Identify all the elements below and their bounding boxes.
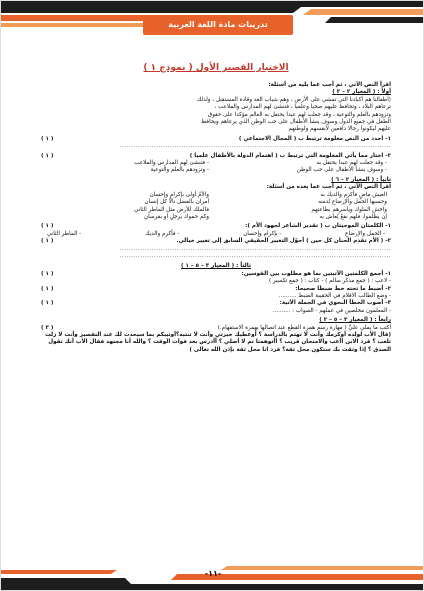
option[interactable]: - وقد جعلت لهم عيدا يحتفل به xyxy=(316,160,387,167)
option[interactable]: - فتنشئ لهم المدارس والملاعب xyxy=(134,160,209,167)
question-6 xyxy=(41,286,391,293)
question-mark: ( ١ ) xyxy=(41,135,54,142)
question-text: ٣- أصوب الخطأ النحوي في الجملة الآتية: xyxy=(279,300,391,307)
option[interactable]: - وسوف ينشأ الأطفال على حب الوطن xyxy=(296,167,387,174)
answer-line[interactable]: ....................................................................................................................... xyxy=(119,252,391,259)
poem-hemistich: أمران بالفضل نالا كل إنسان xyxy=(144,199,209,206)
poem xyxy=(41,192,391,222)
question-mark: ( ١ ) xyxy=(41,152,54,159)
passage-line: وتزودهم بالعلم والتوعية ، وقد جعلت لهم عيدا يحتفل به العالم مؤكدا على حقوق xyxy=(207,111,391,118)
standard-3: ثالثاً : ( المعيار ٣ – ٥ – ١ ) xyxy=(181,263,251,270)
question-7 xyxy=(41,300,391,307)
quiz-title: الاختبار القصير الأول ( نموذج ١ ) xyxy=(143,63,289,73)
poem-hemistich: إن يظلموا، فلهم نفعٌ يُعاش به xyxy=(319,213,387,220)
poem-hemistich: والأمُ أولى بإكرامٍ وإحسان xyxy=(149,191,209,198)
header-title: تدريبات مادة اللغة العربية xyxy=(143,15,293,35)
standard-1: أولاً : ( المعيار ٢ – ٢ ) xyxy=(332,89,391,96)
question-text: ١- الكلمتان الموحيتان ب ( تقدير الشاعر لجهود الأم ): xyxy=(245,223,391,230)
standard-4: رابعاً : ( المعيار ٣ – ٥ – ٢ ) xyxy=(319,317,391,324)
quiz-content xyxy=(41,63,391,354)
option[interactable]: - الماطر الثاني xyxy=(47,230,82,237)
question-text: ٢- ( الأم تقدم الحنان كل حين ) أحوّل التعبير الحقيقي السابق إلى تعبير خيالي. xyxy=(176,238,391,245)
passage-line: (أطفالنا هم أكبادنا التي تمشي على الأرض ، وهم شباب الغد وقادة المستقبل ، ولذلك xyxy=(196,96,391,103)
question-text: ١- احدد من النص معلومة ترتبط ب ( المجال الاجتماعي ) xyxy=(238,135,391,142)
poem-hemistich: وحسبها الحمل والإرضاع تُدمنه xyxy=(318,199,387,206)
question-8 xyxy=(41,325,391,332)
question-4 xyxy=(41,238,391,245)
question-text: ٢- أضبط ما تحته خط ضبطا صحيحا: xyxy=(295,285,391,292)
option[interactable]: - بإكرام وإحسان xyxy=(243,230,282,237)
poem-hemistich: واخش الملوك وياسرهم بطاعتهم xyxy=(311,206,387,213)
question-text: ٢- اختار مما يأتي المعلومة التي ترتبط ب ( اهتمام الدولة بالأطفال علميا ) xyxy=(189,152,391,159)
question-3 xyxy=(41,223,391,230)
question-mark: ( ١ ) xyxy=(41,300,54,307)
passage-line: عليهم ليكونوا رجالا دافعين لأنفسهم ولوطنهم xyxy=(288,126,391,133)
question-mark: ( ٣ ) xyxy=(41,324,54,331)
passage-line: ترعاهم البلاد ، وتحافظ عليهم صحيا وعلميا ، فتنشئ لهم المدارس والملاعب ، xyxy=(214,104,391,111)
poem-hemistich: العيش ماضٍ فأكرم والديك به xyxy=(320,191,387,198)
answer-line[interactable]: ....................................................................................................................... xyxy=(119,245,391,252)
passage xyxy=(41,97,391,134)
options-grid xyxy=(41,160,391,175)
options-row xyxy=(41,231,391,238)
instruction-1: اقرأ النص الآتي ، ثم أجب عما يليه من أسئلة: xyxy=(268,82,391,88)
question-text: ١- أجمع الكلمتين الآتيتين بما هو مطلوب بين القوسين: xyxy=(241,270,391,277)
question-mark: ( ١ ) xyxy=(41,285,54,292)
dictation-text: (قال الأب لولده أوكرمك وأنت لا تهتم بالدراسة ؟ أوعطيك خيرتي وأنت لا تنتبه؟أوتيبكم بما سيحدث لك عند التقصير وأنت لا زلت تلعب ؟ قرد الابن أأعب والامتحان قريب ؟ أأتوهمنا ثم لا أصلي ؟ أأدرس بعد فوات الوقت ؟ والله أنا مجتهد فقال الأب أنك تقول الصدق ؟ إذا وثقت بك ستكون محل ثقة؟ قرد انا محل ثقة بإذن الله تعالى ) xyxy=(45,332,391,353)
answer-line[interactable]: - وضع الطالب الاقلام في الحقيبة الضبط .......... xyxy=(278,292,391,299)
instruction-2: اقرأ النص الآتي ، ثم أجب عما بعده من أسئلة: xyxy=(266,184,391,191)
question-1 xyxy=(41,136,391,143)
standard-2: ثانياً : ( المعيار ٢ – ٦ ) xyxy=(331,176,391,183)
option[interactable]: - فأكرم والديك xyxy=(145,230,180,237)
question-text: أكتب ما يملي عليَّ ( مهارة رسم همزة القطع عند اتصالها بهمزة الاستفهام.) xyxy=(217,324,391,331)
poem-hemistich: فالملك للأرض مثل الماطر الثاني xyxy=(133,206,209,213)
poem-hemistich: وكم حموك برجلٍ أو بفرسانِ xyxy=(144,213,209,220)
page-number: -١١- xyxy=(204,569,222,578)
option[interactable]: - وتزودهم بالعلم والتوعية xyxy=(150,167,209,174)
question-mark: ( ١ ) xyxy=(41,223,54,230)
answer-line[interactable]: - لاعب : ( جمع مذكر سالم ) - كتاب : ( جمع تكسير ) xyxy=(268,278,391,285)
option[interactable]: - الحمل والإرضاع xyxy=(345,230,385,237)
answer-line[interactable]: - المعلمون مخلصين في عملهم - الصواب : .......... xyxy=(272,307,391,314)
passage-line: الطفل في جميع الدول وسوف ينشأ الأطفال على حب الوطن الذي يرعاهم ويحافظ xyxy=(201,119,391,126)
answer-line[interactable]: ....................................................................................................................... xyxy=(119,143,391,150)
question-2 xyxy=(41,153,391,160)
question-mark: ( ١ ) xyxy=(41,270,54,277)
question-mark: ( ١ ) xyxy=(41,238,54,245)
